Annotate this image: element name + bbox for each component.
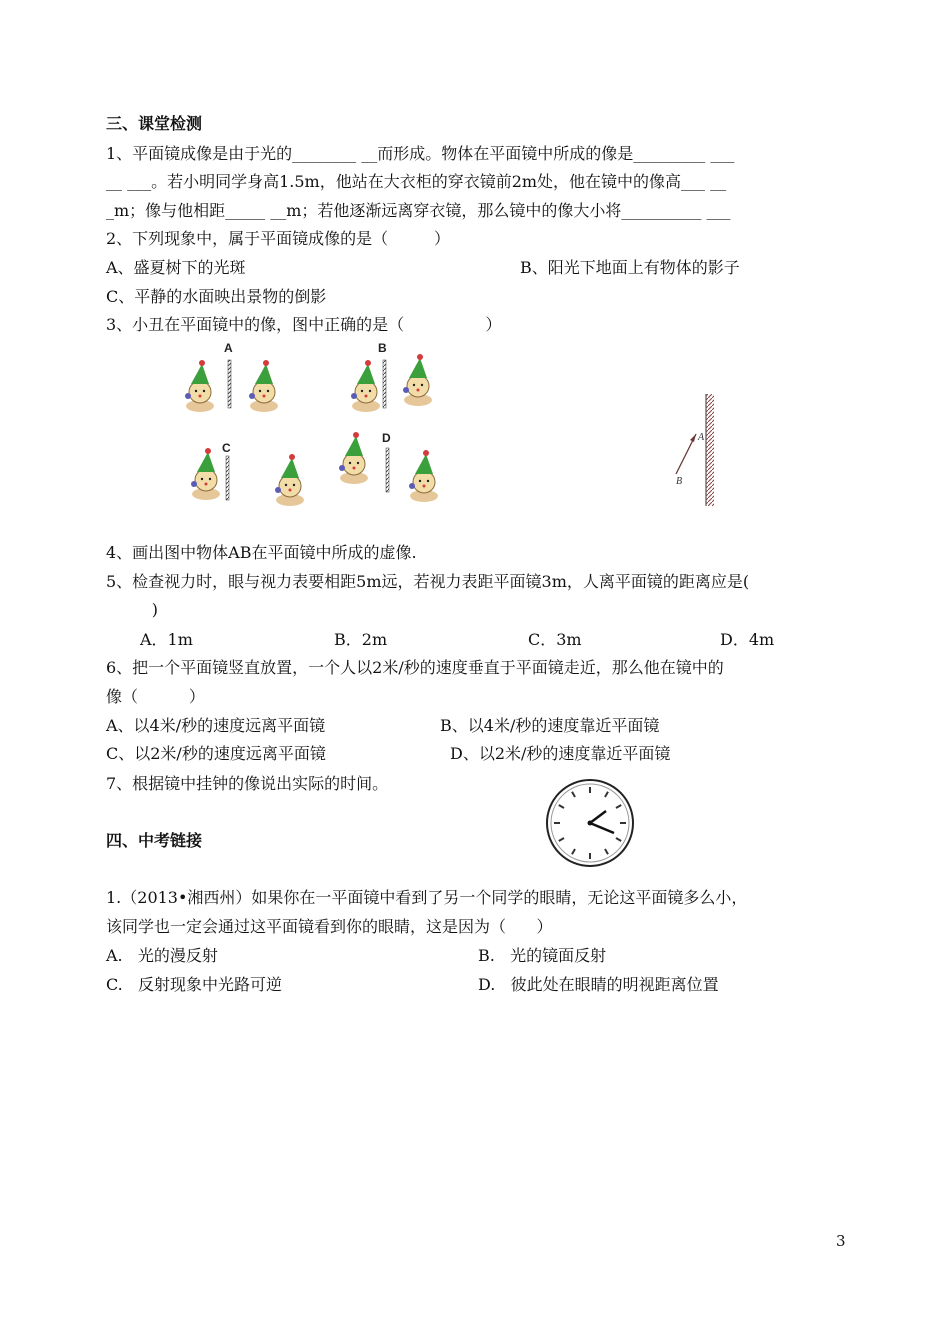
s4-q1-option-b: B. 光的镜面反射 (478, 946, 607, 965)
q5-option-b: B．2m (334, 630, 388, 649)
q2-option-c: C、平静的水面映出景物的倒影 (106, 287, 327, 306)
s4-q1-stem-1: 1.（2013•湘西州）如果你在一平面镜中看到了另一个同学的眼睛，无论这平面镜多么小， (106, 888, 748, 907)
section-title: 三、课堂检测 (106, 114, 203, 133)
mirror-a (228, 360, 231, 408)
point-b-label: B (676, 476, 683, 487)
mirror-b (383, 360, 386, 408)
option-label-c: C (222, 441, 231, 455)
q5-stem-2: ) (106, 600, 159, 619)
option-label-b: B (378, 341, 387, 355)
q6-stem-1: 6、把一个平面镜竖直放置，一个人以2米/秒的速度垂直于平面镜走近，那么他在镜中的 (106, 658, 724, 677)
mirror-c (226, 456, 229, 500)
q6-option-b: B、以4米/秒的速度靠近平面镜 (440, 716, 660, 735)
q5-stem-1: 5、检查视力时，眼与视力表要相距5m远，若视力表距平面镜3m，人离平面镜的距离应是( (106, 572, 750, 591)
mirror (706, 394, 714, 506)
clown-b-object (351, 360, 380, 412)
q5-option-d: D．4m (720, 630, 775, 649)
q6-option-a: A、以4米/秒的速度远离平面镜 (106, 716, 326, 735)
clown-mirror-figure (180, 338, 460, 510)
q5-option-c: C．3m (528, 630, 582, 649)
ab-mirror-figure (660, 390, 730, 510)
s4-q1-option-c: C. 反射现象中光路可逆 (106, 975, 283, 994)
option-label-a: A (224, 341, 233, 355)
q2-option-b: B、阳光下地面上有物体的影子 (520, 258, 740, 277)
point-a-label: A (698, 432, 705, 443)
q4-stem: 4、画出图中物体AB在平面镜中所成的虚像. (106, 543, 417, 562)
q7-stem: 7、根据镜中挂钟的像说出实际的时间。 (106, 774, 389, 793)
s4-q1-option-a: A. 光的漫反射 (106, 946, 218, 965)
clown-c-object (191, 448, 220, 500)
clown-a-object (185, 360, 214, 412)
q1-line-1: 1、平面镜成像是由于光的________ __而形成。物体在平面镜中所成的像是_________ ___ (106, 144, 735, 163)
q1-line-3: _m；像与他相距_____ __m；若他逐渐远离穿衣镜，那么镜中的像大小将__________ ___ (106, 201, 731, 220)
clown-c-image (275, 454, 304, 506)
q2-stem: 2、下列现象中，属于平面镜成像的是（ ） (106, 229, 450, 248)
q3-stem: 3、小丑在平面镜中的像，图中正确的是（ ） (106, 315, 502, 334)
clown-d-image (409, 450, 438, 502)
clown-b-image (403, 354, 432, 406)
section-title-4: 四、中考链接 (106, 831, 203, 850)
arrow-head (690, 434, 696, 442)
option-label-d: D (382, 431, 391, 445)
q6-option-d: D、以2米/秒的速度靠近平面镜 (450, 744, 671, 763)
s4-q1-option-d: D. 彼此处在眼睛的明视距离位置 (478, 975, 719, 994)
page-number: 3 (836, 1232, 846, 1250)
s4-q1-stem-2: 该同学也一定会通过这平面镜看到你的眼睛，这是因为（ ） (106, 917, 553, 936)
q6-option-c: C、以2米/秒的速度远离平面镜 (106, 744, 326, 763)
q2-option-a: A、盛夏树下的光斑 (106, 258, 246, 277)
clown-d-object (339, 432, 368, 484)
q6-stem-2: 像（ ） (106, 687, 205, 706)
clock-icon (544, 777, 636, 869)
q1-line-2: __ ___。若小明同学身高1.5m，他站在大衣柜的穿衣镜前2m处，他在镜中的像高___ __ (106, 172, 727, 191)
mirror-d (386, 448, 389, 492)
q5-option-a: A．1m (140, 630, 193, 649)
clown-a-image (249, 360, 278, 412)
